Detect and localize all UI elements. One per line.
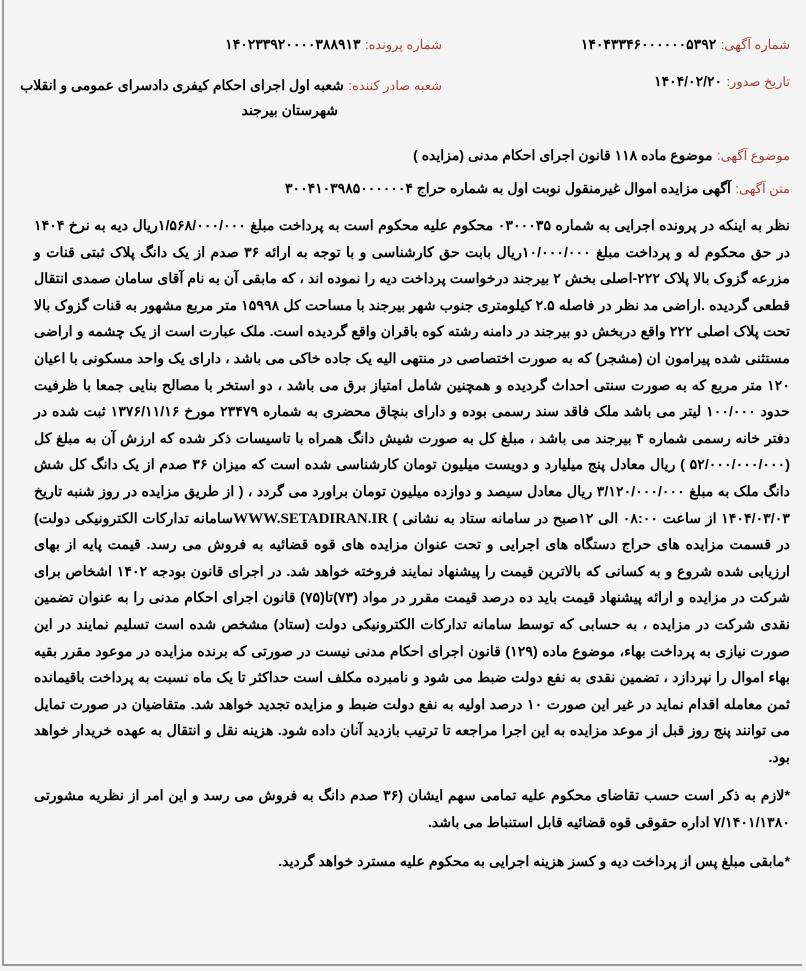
notice-number-field xyxy=(430,36,790,54)
issuing-branch-value: شعبه اول اجرای احکام کیفری دادسرای عمومی و انقلاب xyxy=(20,77,344,93)
issuing-branch-field xyxy=(12,73,442,123)
issue-date-field xyxy=(430,73,790,91)
notice-number-label: شماره آگهی: xyxy=(720,37,790,52)
note-1: *لازم به ذکر است حسب تقاضای محکوم علیه تمامی سهم ایشان (۳۶ صدم دانگ به فروش می رسد و این امر از نظریه مشورتی ۷/۱۴۰۱/۱۳۸۰ اداره حقوقی قوه قضائیه قابل استنباط می باشد. xyxy=(34,788,790,832)
note-2: *مابقی مبلغ پس از پرداخت دیه و کسز هزینه اجرایی به محکوم علیه مسترد خواهد گردید. xyxy=(278,853,790,870)
subject-label: موضوع آگهی: xyxy=(716,148,790,163)
issuing-branch-value-line2: شهرستان بیرجند xyxy=(241,102,338,118)
case-number-value: ۱۴۰۲۳۳۹۲۰۰۰۰۳۸۸۹۱۳ xyxy=(225,36,361,52)
notice-number-value: ۱۴۰۴۳۳۴۶۰۰۰۰۰۰۵۳۹۲ xyxy=(580,36,717,52)
notice-body xyxy=(34,213,790,875)
notice-text-title: آگهی مزایده اموال غیرمنقول نوبت اول به شماره حراج ۳۰۰۴۱۰۳۹۸۵۰۰۰۰۰۰۴ xyxy=(285,180,731,196)
issue-date-label: تاریخ صدور: xyxy=(726,74,790,89)
issuing-branch-label: شعبه صادر کننده: xyxy=(348,78,442,93)
paragraph-after-url: سامانه تدارکات الکترونیکی دولت) در قسمت مزایده های حراج دستگاه های اجرایی و تحت عنوان مزایده های قوه قضائیه به فروش می رسد. قیمت پایه از بهای ارزیابی شده شروع و به کسانی که بالاترین قیمت را پیشنهاد نمایند فروخته خواهد شد. در اجرای قانون بودجه ۱۴۰۲ اشخاص برای شرکت در مزایده و ارائه پیشنهاد قیمت باید ده درصد قیمت مقرر در مواد (۷۳)تا(۷۵) قانون اجرای احکام مدنی را به عنوان تضمین نقدی شرکت در مزایده ، به حسابی که توسط سامانه تدارکات الکترونیکی دولت (ستاد) مشخص شده است تسلیم نمایند در این صورت نیازی به پرداخت بهاء، موضوع ماده (۱۲۹) قانون اجرای احکام مدنی نیست در صورتی که برنده مزایده در موعود مقرر بقیه بهاء اموال را نپردازد ، تضمین نقدی به نفع دولت ضبط می شود و نامبرده مکلف است حداکثر تا یک ماه نسبت به پرداخت باقیمانده ثمن معامله اقدام نماید در غیر این صورت ۱۰ درصد اولیه به نفع دولت ضبط و مزایده تجدید خواهد شد. متقاضیان در صورت تمایل می توانند پنج روز قبل از موعد مزایده به این اجرا مراجعه تا ترتیب بازدید آنان داده شود. هزینه نقل و انتقال به عهده خریدار خواهد بود. xyxy=(34,510,790,766)
setad-url-link[interactable]: WWW.SETADIRAN.IR xyxy=(233,510,389,527)
case-number-label: شماره پرونده: xyxy=(364,37,442,52)
paragraph-before-url: نظر به اینکه در پرونده اجرایی به شماره ۰۳۰۰۰۳۵ محکوم علیه محکوم است به پرداخت مبلغ ۱/۵۶۸/۰۰۰/۰۰۰ریال دیه به نرخ ۱۴۰۴ در حق محکوم له و پرداخت مبلغ ۱۰/۰۰۰/۰۰۰ریال بابت حق کارشناسی و با توجه به ارائه ۳۶ صدم از یک دانگ پلاک ثبتی قنات و مزرعه گزوک بالا پلاک ۲۲۲-اصلی بخش ۲ بیرجند درخواست پرداخت دیه را نموده اند ، که مابقی آن به نام آقای سامان صمدی انتقال قطعی گردیده .اراضی مد نظر در فاصله ۲.۵ کیلومتری جنوب شهر بیرجند با مساحت کل ۱۵۹۹۸ متر مربع مشهور به قنات گزوک بالا تحت پلاک اصلی ۲۲۲ واقع دربخش دو بیرجند در دامنه رشته کوه باقران واقع گردیده است. ملک عبارت است از یک چشمه و اراضی مستثنی شده پیرامون ان (مشجر) که به صورت اختصاصی در منتهی الیه یک جاده خاکی می باشد ، دارای یک واحد مسکونی با اعیان ۱۲۰ متر مربع که به صورت سنتی احداث گردیده و همچنین شامل امتیاز برق می باشد ، دو استخر با مصالح بنایی جمعا با ظرفیت حدود ۱۰۰/۰۰۰ لیتر می باشد ملک فاقد سند رسمی بوده و دارای بنچاق محضری به شماره ۲۳۴۷۹ مورخ ۱۳۷۶/۱۱/۱۶ ثبت شده در دفتر خانه رسمی شماره ۴ بیرجند می باشد ، مبلغ کل به صورت شیش دانگ همراه با تاسیسات ذکر شده که ارزش آن به مبلغ کل (۵۲/۰۰۰/۰۰۰/۰۰۰ ) ریال معادل پنج میلیارد و دویست میلیون تومان کارشناسی شده است که میزان ۳۶ صدم از یک دانگ کل شش دانگ ملک به مبلغ ۳/۱۲۰/۰۰۰/۰۰۰ ریال معادل سیصد و دوازده میلیون تومان براورد می گردد ، ( از طریق مزایده در روز شنبه تاریخ ۱۴۰۴/۰۳/۰۳ از ساعت ۰۸:۰۰ الی ۱۲صبح در سامانه ستاد به نشانی ) xyxy=(34,218,791,527)
case-number-field xyxy=(12,36,442,54)
subject-value: موضوع ماده ۱۱۸ قانون اجرای احکام مدنی (مزایده ) xyxy=(413,147,713,163)
notice-text-label: متن آگهی: xyxy=(735,181,790,196)
issue-date-value: ۱۴۰۴/۰۲/۲۰ xyxy=(654,73,723,89)
main-paragraph xyxy=(34,213,790,771)
subject-field xyxy=(34,147,790,165)
notice-text-field xyxy=(34,180,790,198)
